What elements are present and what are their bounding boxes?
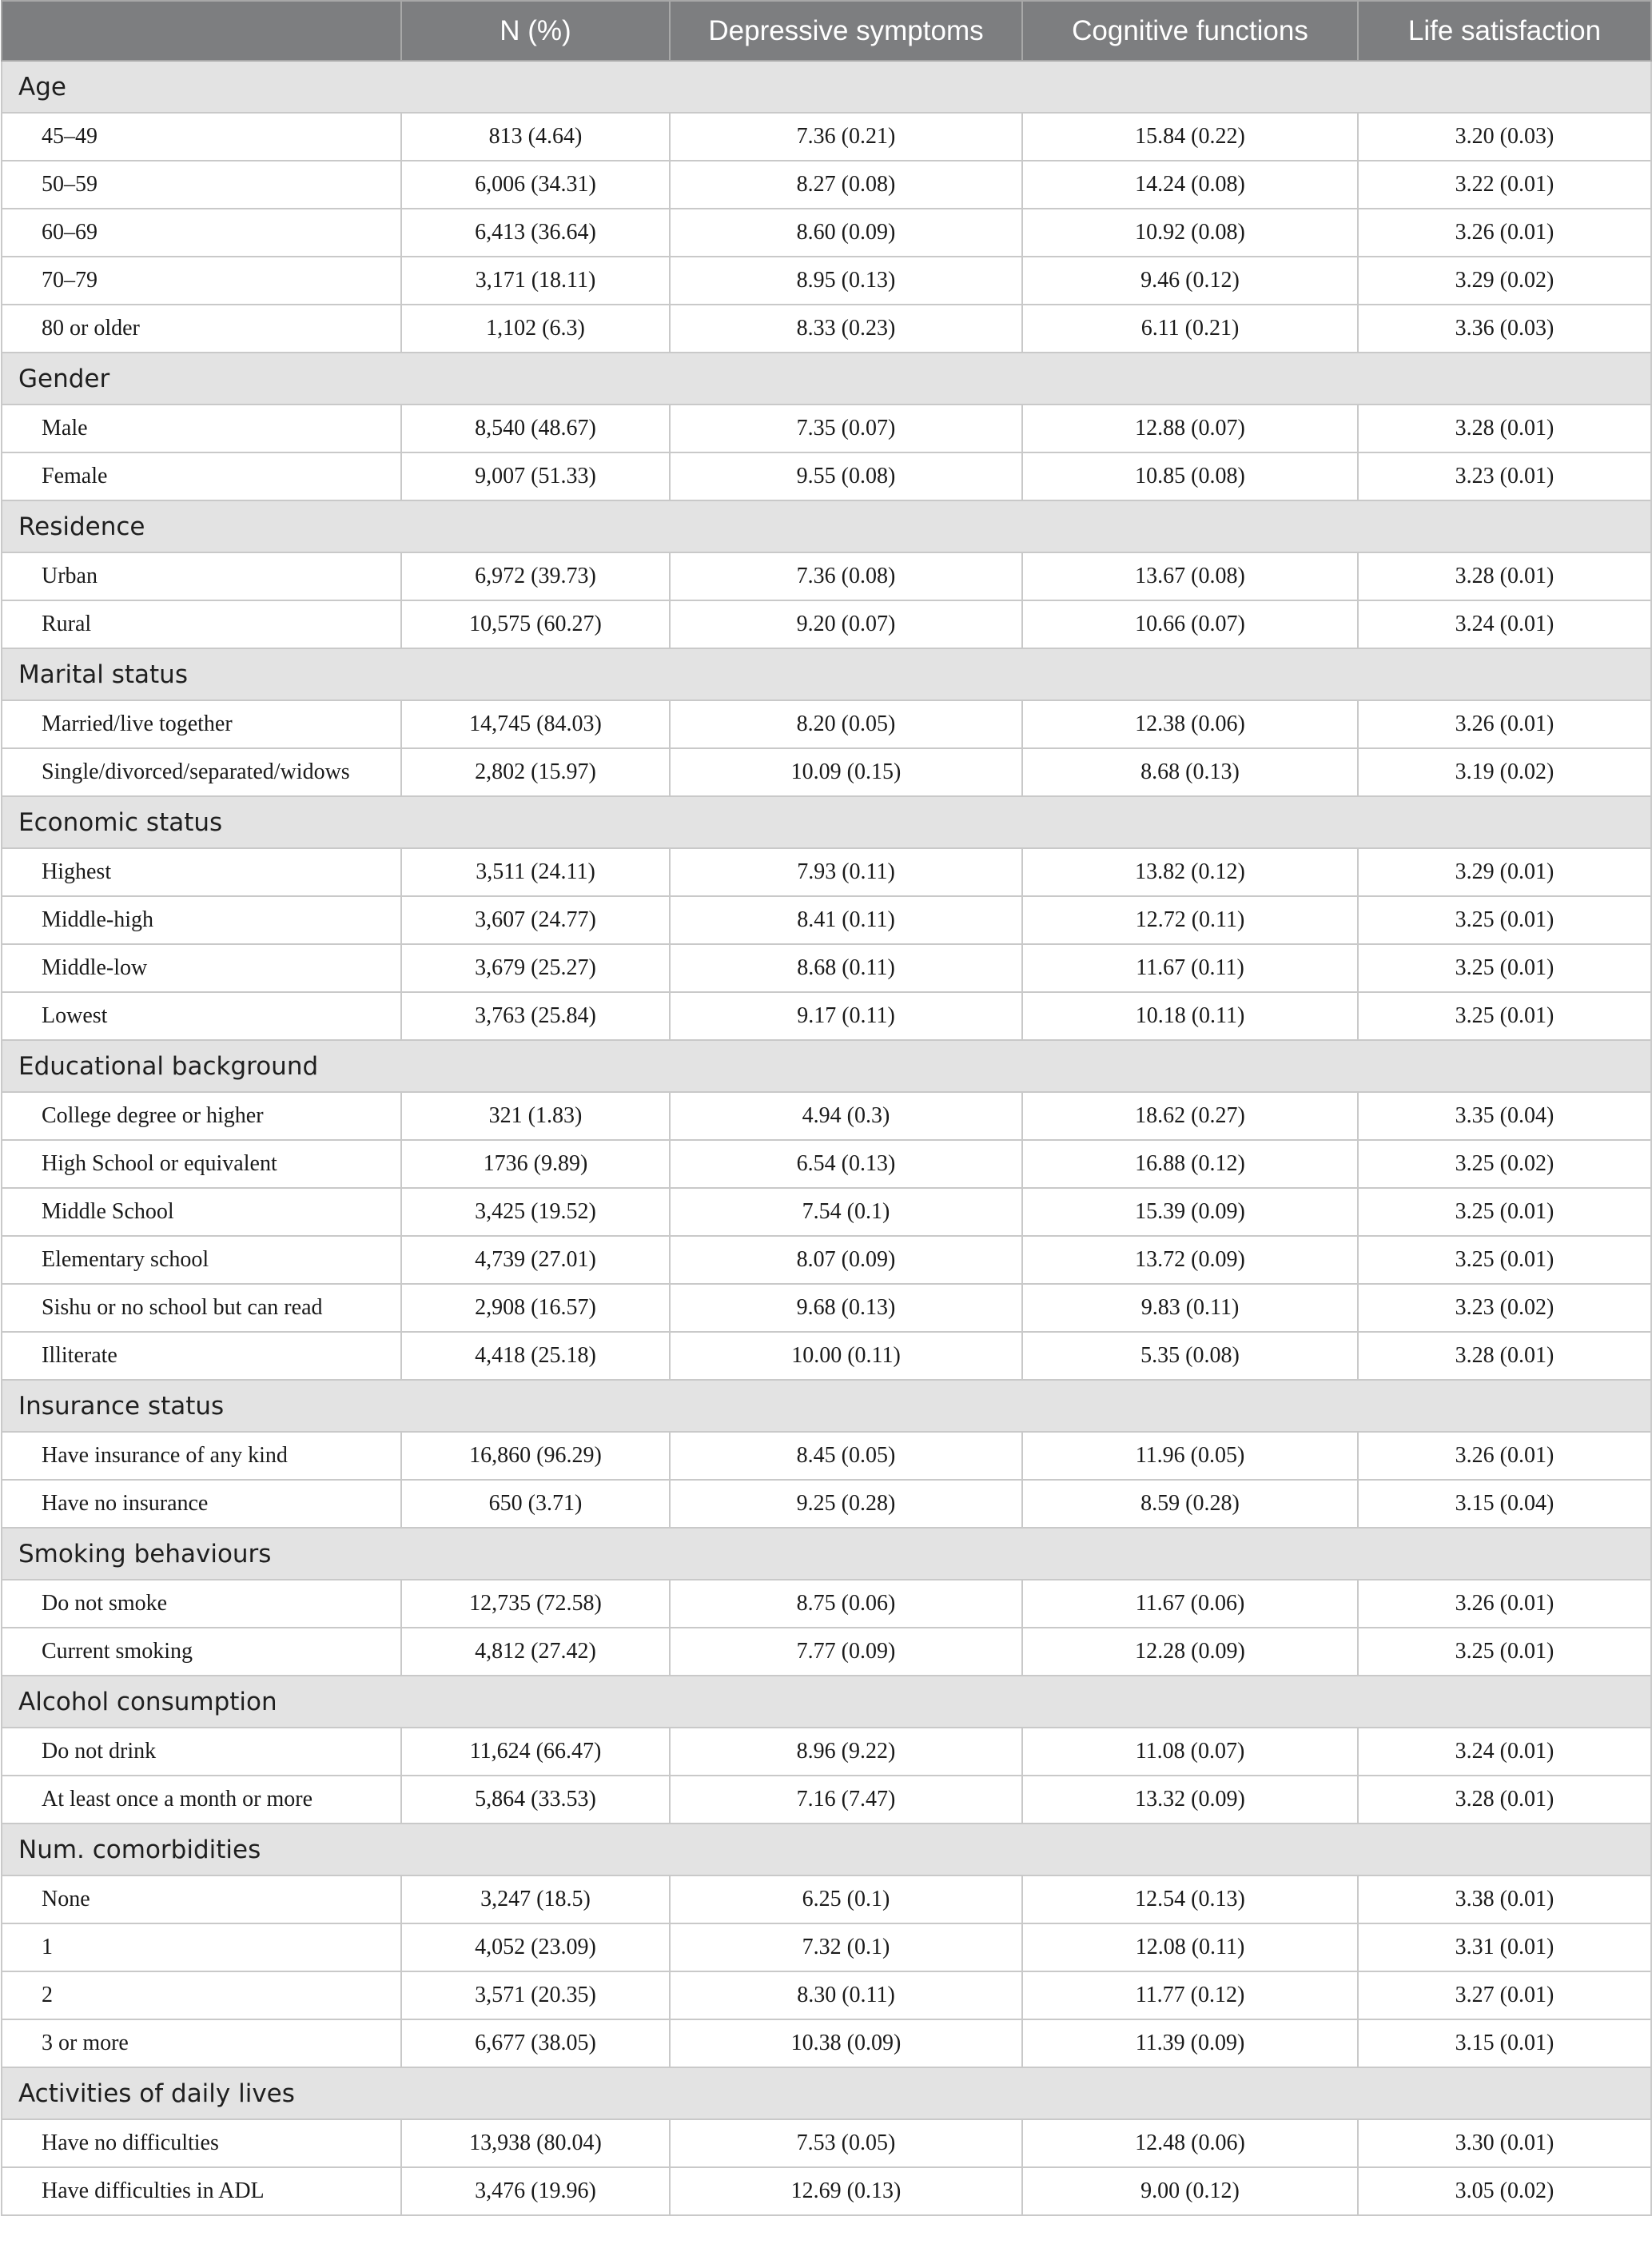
cell-life-satisfaction: 3.28 (0.01) [1358,1332,1651,1380]
row-label: Urban [2,552,401,600]
table-row [2,2019,1651,2067]
cell-life-satisfaction: 3.28 (0.01) [1358,552,1651,600]
row-label: 2 [2,1971,401,2019]
cell-depressive: 8.45 (0.05) [670,1432,1022,1480]
section-row [2,1676,1651,1728]
table-row [2,452,1651,500]
cell-life-satisfaction: 3.19 (0.02) [1358,748,1651,796]
table-row [2,1332,1651,1380]
row-label: 3 or more [2,2019,401,2067]
cell-cognitive: 11.39 (0.09) [1022,2019,1358,2067]
cell-life-satisfaction: 3.29 (0.02) [1358,257,1651,305]
cell-depressive: 7.35 (0.07) [670,405,1022,452]
section-row [2,353,1651,405]
cell-life-satisfaction: 3.31 (0.01) [1358,1923,1651,1971]
cell-depressive: 8.41 (0.11) [670,896,1022,944]
section-row [2,500,1651,552]
cell-life-satisfaction: 3.29 (0.01) [1358,848,1651,896]
cell-life-satisfaction: 3.25 (0.01) [1358,1628,1651,1676]
cell-life-satisfaction: 3.26 (0.01) [1358,700,1651,748]
cell-cognitive: 11.67 (0.06) [1022,1580,1358,1628]
table-row [2,1971,1651,2019]
cell-cognitive: 9.00 (0.12) [1022,2167,1358,2215]
cell-cognitive: 10.18 (0.11) [1022,992,1358,1040]
cell-n-percent: 6,972 (39.73) [401,552,670,600]
table-row [2,2119,1651,2167]
section-title: Insurance status [2,1380,1651,1432]
cell-n-percent: 650 (3.71) [401,1480,670,1528]
row-label: Married/live together [2,700,401,748]
row-label: 70–79 [2,257,401,305]
cell-depressive: 7.36 (0.08) [670,552,1022,600]
section-title: Activities of daily lives [2,2067,1651,2119]
cell-depressive: 10.38 (0.09) [670,2019,1022,2067]
cell-cognitive: 12.54 (0.13) [1022,1875,1358,1923]
cell-cognitive: 13.32 (0.09) [1022,1776,1358,1824]
cell-cognitive: 11.77 (0.12) [1022,1971,1358,2019]
cell-depressive: 7.53 (0.05) [670,2119,1022,2167]
cell-n-percent: 3,679 (25.27) [401,944,670,992]
cell-cognitive: 6.11 (0.21) [1022,305,1358,353]
row-label: 60–69 [2,209,401,257]
row-label: Current smoking [2,1628,401,1676]
cell-cognitive: 9.83 (0.11) [1022,1284,1358,1332]
cell-n-percent: 3,571 (20.35) [401,1971,670,2019]
cell-life-satisfaction: 3.25 (0.01) [1358,1188,1651,1236]
table-row [2,1432,1651,1480]
row-label: Female [2,452,401,500]
table-row [2,1923,1651,1971]
table-row [2,305,1651,353]
cell-cognitive: 12.48 (0.06) [1022,2119,1358,2167]
cell-n-percent: 12,735 (72.58) [401,1580,670,1628]
cell-depressive: 7.93 (0.11) [670,848,1022,896]
cell-cognitive: 15.84 (0.22) [1022,113,1358,161]
table-row [2,848,1651,896]
cell-cognitive: 8.59 (0.28) [1022,1480,1358,1528]
cell-depressive: 8.20 (0.05) [670,700,1022,748]
table-row [2,1092,1651,1140]
cell-cognitive: 12.38 (0.06) [1022,700,1358,748]
cell-life-satisfaction: 3.25 (0.02) [1358,1140,1651,1188]
row-label: Sishu or no school but can read [2,1284,401,1332]
cell-n-percent: 2,908 (16.57) [401,1284,670,1332]
cell-depressive: 8.96 (9.22) [670,1728,1022,1776]
cell-cognitive: 11.67 (0.11) [1022,944,1358,992]
cell-n-percent: 3,511 (24.11) [401,848,670,896]
row-label: Middle-high [2,896,401,944]
row-label: 1 [2,1923,401,1971]
cell-life-satisfaction: 3.28 (0.01) [1358,1776,1651,1824]
section-title: Smoking behaviours [2,1528,1651,1580]
cell-life-satisfaction: 3.28 (0.01) [1358,405,1651,452]
cell-depressive: 7.32 (0.1) [670,1923,1022,1971]
section-title: Gender [2,353,1651,405]
section-row [2,1040,1651,1092]
table-row [2,1140,1651,1188]
cell-life-satisfaction: 3.30 (0.01) [1358,2119,1651,2167]
row-label: Have no insurance [2,1480,401,1528]
section-row [2,1380,1651,1432]
cell-life-satisfaction: 3.35 (0.04) [1358,1092,1651,1140]
cell-life-satisfaction: 3.25 (0.01) [1358,944,1651,992]
row-label: Single/divorced/separated/widows [2,748,401,796]
table-row [2,896,1651,944]
row-label: High School or equivalent [2,1140,401,1188]
row-label: 45–49 [2,113,401,161]
cell-depressive: 8.30 (0.11) [670,1971,1022,2019]
cell-cognitive: 12.88 (0.07) [1022,405,1358,452]
table-row [2,113,1651,161]
cell-cognitive: 10.92 (0.08) [1022,209,1358,257]
cell-n-percent: 9,007 (51.33) [401,452,670,500]
cell-cognitive: 9.46 (0.12) [1022,257,1358,305]
section-title: Residence [2,500,1651,552]
cell-cognitive: 8.68 (0.13) [1022,748,1358,796]
cell-n-percent: 3,171 (18.11) [401,257,670,305]
cell-n-percent: 6,677 (38.05) [401,2019,670,2067]
cell-n-percent: 16,860 (96.29) [401,1432,670,1480]
row-label: Elementary school [2,1236,401,1284]
row-label: Have no difficulties [2,2119,401,2167]
cell-life-satisfaction: 3.24 (0.01) [1358,1728,1651,1776]
row-label: Male [2,405,401,452]
cell-life-satisfaction: 3.22 (0.01) [1358,161,1651,209]
section-title: Alcohol consumption [2,1676,1651,1728]
section-row [2,1528,1651,1580]
cell-cognitive: 12.28 (0.09) [1022,1628,1358,1676]
header-row [2,1,1651,61]
cell-cognitive: 16.88 (0.12) [1022,1140,1358,1188]
cell-depressive: 10.00 (0.11) [670,1332,1022,1380]
cell-depressive: 10.09 (0.15) [670,748,1022,796]
cell-life-satisfaction: 3.23 (0.01) [1358,452,1651,500]
cell-depressive: 8.95 (0.13) [670,257,1022,305]
table-row [2,700,1651,748]
cell-life-satisfaction: 3.25 (0.01) [1358,992,1651,1040]
cell-life-satisfaction: 3.27 (0.01) [1358,1971,1651,2019]
cell-n-percent: 4,418 (25.18) [401,1332,670,1380]
cell-n-percent: 1,102 (6.3) [401,305,670,353]
table-row [2,2167,1651,2215]
cell-life-satisfaction: 3.25 (0.01) [1358,1236,1651,1284]
section-title: Age [2,61,1651,113]
cell-n-percent: 14,745 (84.03) [401,700,670,748]
section-title: Economic status [2,796,1651,848]
table-row [2,1776,1651,1824]
cell-n-percent: 13,938 (80.04) [401,2119,670,2167]
row-label: Middle-low [2,944,401,992]
cell-n-percent: 3,425 (19.52) [401,1188,670,1236]
cell-n-percent: 3,476 (19.96) [401,2167,670,2215]
table-row [2,552,1651,600]
cell-life-satisfaction: 3.05 (0.02) [1358,2167,1651,2215]
cell-cognitive: 13.82 (0.12) [1022,848,1358,896]
cell-life-satisfaction: 3.38 (0.01) [1358,1875,1651,1923]
section-row [2,1824,1651,1875]
section-row [2,648,1651,700]
cell-life-satisfaction: 3.24 (0.01) [1358,600,1651,648]
cell-cognitive: 13.67 (0.08) [1022,552,1358,600]
cell-depressive: 8.60 (0.09) [670,209,1022,257]
row-label: College degree or higher [2,1092,401,1140]
table-row [2,1875,1651,1923]
header-cell-life-satisfaction: Life satisfaction [1358,1,1651,61]
cell-n-percent: 10,575 (60.27) [401,600,670,648]
table-row [2,748,1651,796]
cell-cognitive: 18.62 (0.27) [1022,1092,1358,1140]
section-title: Marital status [2,648,1651,700]
cell-life-satisfaction: 3.25 (0.01) [1358,896,1651,944]
cell-depressive: 7.16 (7.47) [670,1776,1022,1824]
cell-n-percent: 2,802 (15.97) [401,748,670,796]
row-label: Middle School [2,1188,401,1236]
row-label: Illiterate [2,1332,401,1380]
row-label: 80 or older [2,305,401,353]
row-label: Do not drink [2,1728,401,1776]
cell-depressive: 7.36 (0.21) [670,113,1022,161]
cell-depressive: 8.75 (0.06) [670,1580,1022,1628]
cell-cognitive: 12.72 (0.11) [1022,896,1358,944]
cell-n-percent: 4,052 (23.09) [401,1923,670,1971]
section-title: Educational background [2,1040,1651,1092]
cell-depressive: 8.33 (0.23) [670,305,1022,353]
cell-n-percent: 4,812 (27.42) [401,1628,670,1676]
table-row [2,1236,1651,1284]
cell-life-satisfaction: 3.15 (0.01) [1358,2019,1651,2067]
cell-cognitive: 5.35 (0.08) [1022,1332,1358,1380]
cell-life-satisfaction: 3.15 (0.04) [1358,1480,1651,1528]
header-cell-blank [2,1,401,61]
table-row [2,161,1651,209]
table-row [2,209,1651,257]
header-cell-n: N (%) [401,1,670,61]
cell-n-percent: 321 (1.83) [401,1092,670,1140]
section-row [2,2067,1651,2119]
cell-cognitive: 13.72 (0.09) [1022,1236,1358,1284]
table-row [2,944,1651,992]
row-label: None [2,1875,401,1923]
row-label: Have difficulties in ADL [2,2167,401,2215]
table-row [2,1480,1651,1528]
cell-n-percent: 813 (4.64) [401,113,670,161]
cell-n-percent: 8,540 (48.67) [401,405,670,452]
cell-life-satisfaction: 3.26 (0.01) [1358,1432,1651,1480]
cell-depressive: 6.54 (0.13) [670,1140,1022,1188]
cell-life-satisfaction: 3.36 (0.03) [1358,305,1651,353]
header-cell-depressive: Depressive symptoms [670,1,1022,61]
row-label: Lowest [2,992,401,1040]
cell-depressive: 7.54 (0.1) [670,1188,1022,1236]
table-row [2,1728,1651,1776]
cell-cognitive: 10.85 (0.08) [1022,452,1358,500]
cell-depressive: 4.94 (0.3) [670,1092,1022,1140]
cell-life-satisfaction: 3.23 (0.02) [1358,1284,1651,1332]
cell-depressive: 6.25 (0.1) [670,1875,1022,1923]
cell-cognitive: 11.08 (0.07) [1022,1728,1358,1776]
section-row [2,796,1651,848]
row-label: 50–59 [2,161,401,209]
cell-n-percent: 6,006 (34.31) [401,161,670,209]
table-row [2,1188,1651,1236]
table-row [2,1580,1651,1628]
cell-cognitive: 14.24 (0.08) [1022,161,1358,209]
cell-life-satisfaction: 3.26 (0.01) [1358,1580,1651,1628]
cell-life-satisfaction: 3.26 (0.01) [1358,209,1651,257]
row-label: Highest [2,848,401,896]
cell-depressive: 12.69 (0.13) [670,2167,1022,2215]
table-row [2,405,1651,452]
cell-n-percent: 4,739 (27.01) [401,1236,670,1284]
cell-depressive: 9.55 (0.08) [670,452,1022,500]
summary-table [1,0,1652,2216]
cell-n-percent: 5,864 (33.53) [401,1776,670,1824]
row-label: At least once a month or more [2,1776,401,1824]
section-row [2,61,1651,113]
cell-depressive: 9.25 (0.28) [670,1480,1022,1528]
row-label: Do not smoke [2,1580,401,1628]
row-label: Rural [2,600,401,648]
cell-n-percent: 6,413 (36.64) [401,209,670,257]
header-cell-cognitive: Cognitive functions [1022,1,1358,61]
cell-life-satisfaction: 3.20 (0.03) [1358,113,1651,161]
cell-depressive: 8.07 (0.09) [670,1236,1022,1284]
table-row [2,600,1651,648]
cell-n-percent: 3,247 (18.5) [401,1875,670,1923]
cell-n-percent: 11,624 (66.47) [401,1728,670,1776]
section-title: Num. comorbidities [2,1824,1651,1875]
cell-n-percent: 3,763 (25.84) [401,992,670,1040]
cell-depressive: 9.68 (0.13) [670,1284,1022,1332]
cell-n-percent: 3,607 (24.77) [401,896,670,944]
cell-depressive: 9.20 (0.07) [670,600,1022,648]
table-row [2,992,1651,1040]
cell-depressive: 7.77 (0.09) [670,1628,1022,1676]
cell-depressive: 9.17 (0.11) [670,992,1022,1040]
table-row [2,257,1651,305]
cell-depressive: 8.27 (0.08) [670,161,1022,209]
cell-cognitive: 11.96 (0.05) [1022,1432,1358,1480]
cell-depressive: 8.68 (0.11) [670,944,1022,992]
cell-cognitive: 12.08 (0.11) [1022,1923,1358,1971]
table-row [2,1284,1651,1332]
table-row [2,1628,1651,1676]
cell-cognitive: 10.66 (0.07) [1022,600,1358,648]
cell-cognitive: 15.39 (0.09) [1022,1188,1358,1236]
table-body [2,61,1651,2215]
row-label: Have insurance of any kind [2,1432,401,1480]
cell-n-percent: 1736 (9.89) [401,1140,670,1188]
